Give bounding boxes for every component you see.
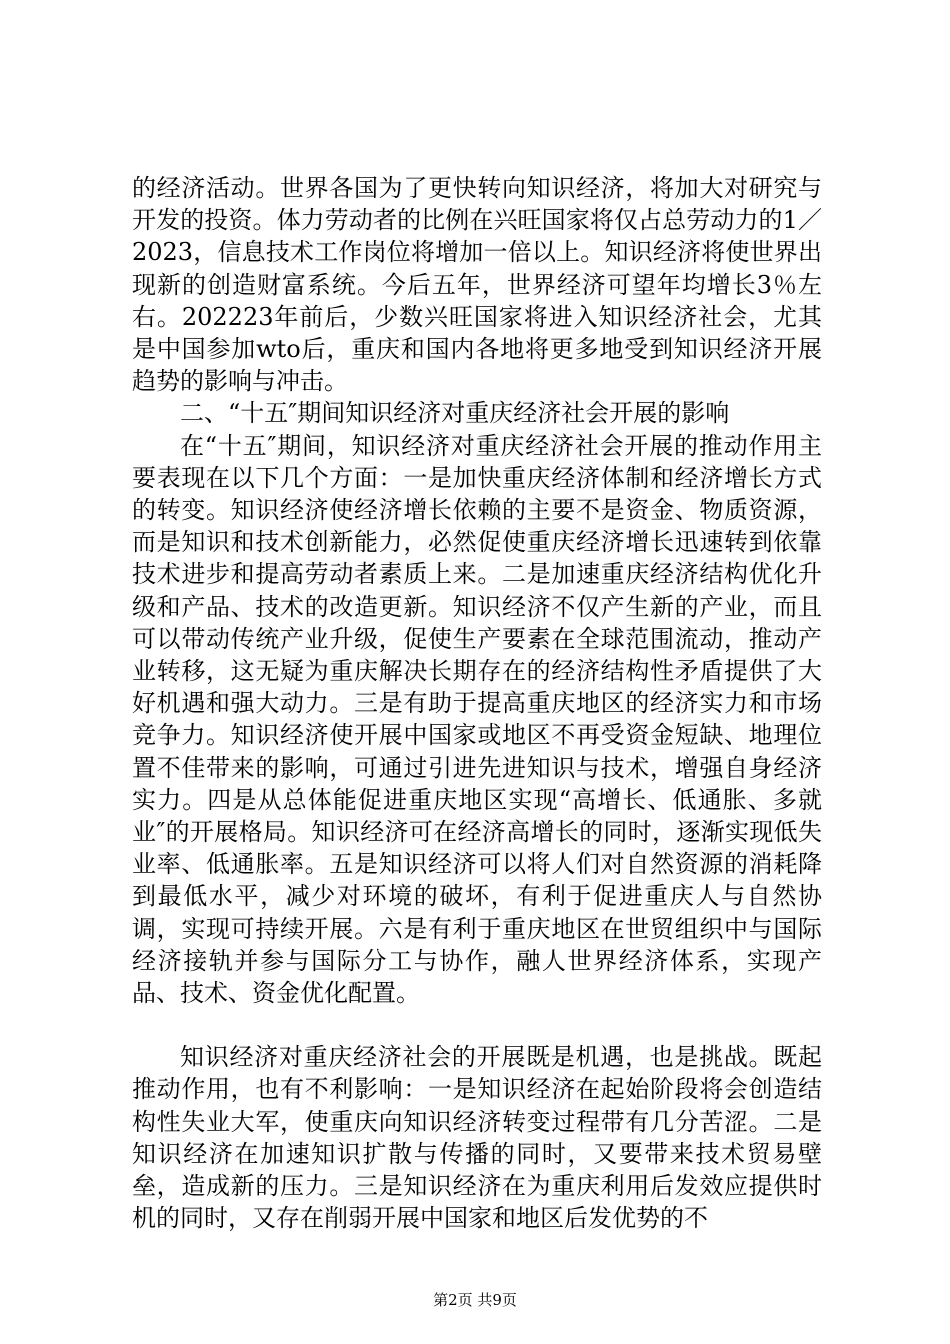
- paragraph-1: 的经济活动。世界各国为了更快转向知识经济，将加大对研究与开发的投资。体力劳动者的比例在兴旺国家将仅占总劳动力的1／2023，信息技术工作岗位将增加一倍以上。知识经济将使世界出现新的创造财富系统。今后五年，世界经济可望年均增长3％左右。202223年前后，少数兴旺国家将进入知识经济社会，尤其是中国参加wto后，重庆和国内各地将更多地受到知识经济开展趋势的影响与冲击。: [132, 174, 822, 396]
- paragraph-3: 知识经济对重庆经济社会的开展既是机遇，也是挑战。既起推动作用，也有不利影响：一是知识经济在起始阶段将会创造结构性失业大军，使重庆向知识经济转变过程带有几分苦涩。二是知识经济在加速知识扩散与传播的同时，又要带来技术贸易壁垒，造成新的压力。三是知识经济在为重庆利用后发效应提供时机的同时，又存在削弱开展中国家和地区后发优势的不: [132, 1043, 822, 1233]
- document-body: [132, 172, 822, 1235]
- page-number-footer: 第2页 共9页: [433, 1291, 517, 1309]
- section-heading: 二、“十五″期间知识经济对重庆经济社会开展的影响: [180, 399, 730, 428]
- paragraph-2: 在“十五″期间，知识经济对重庆经济社会开展的推动作用主要表现在以下几个方面：一是加快重庆经济体制和经济增长方式的转变。知识经济使经济增长依赖的主要不是资金、物质资源，而是知识和技术创新能力，必然促使重庆经济增长迅速转到依靠技术进步和提高劳动者素质上来。二是加速重庆经济结构优化升级和产品、技术的改造更新。知识经济不仅产生新的产业，而且可以带动传统产业升级，促使生产要素在全球范围流动，推动产业转移，这无疑为重庆解决长期存在的经济结构性矛盾提供了大好机遇和强大动力。三是有助于提高重庆地区的经济实力和市场竞争力。知识经济使开展中国家或地区不再受资金短缺、地理位置不佳带来的影响，可通过引进先进知识与技术，增强自身经济实力。四是从总体能促进重庆地区实现“高增长、低通胀、多就业″的开展格局。知识经济可在经济高增长的同时，逐渐实现低失业率、低通胀率。五是知识经济可以将人们对自然资源的消耗降到最低水平，减少对环境的破坏，有利于促进重庆人与自然协调，实现可持续开展。六是有利于重庆地区在世贸组织中与国际经济接轨并参与国际分工与协作，融人世界经济体系，实现产品、技术、资金优化配置。: [132, 431, 822, 1008]
